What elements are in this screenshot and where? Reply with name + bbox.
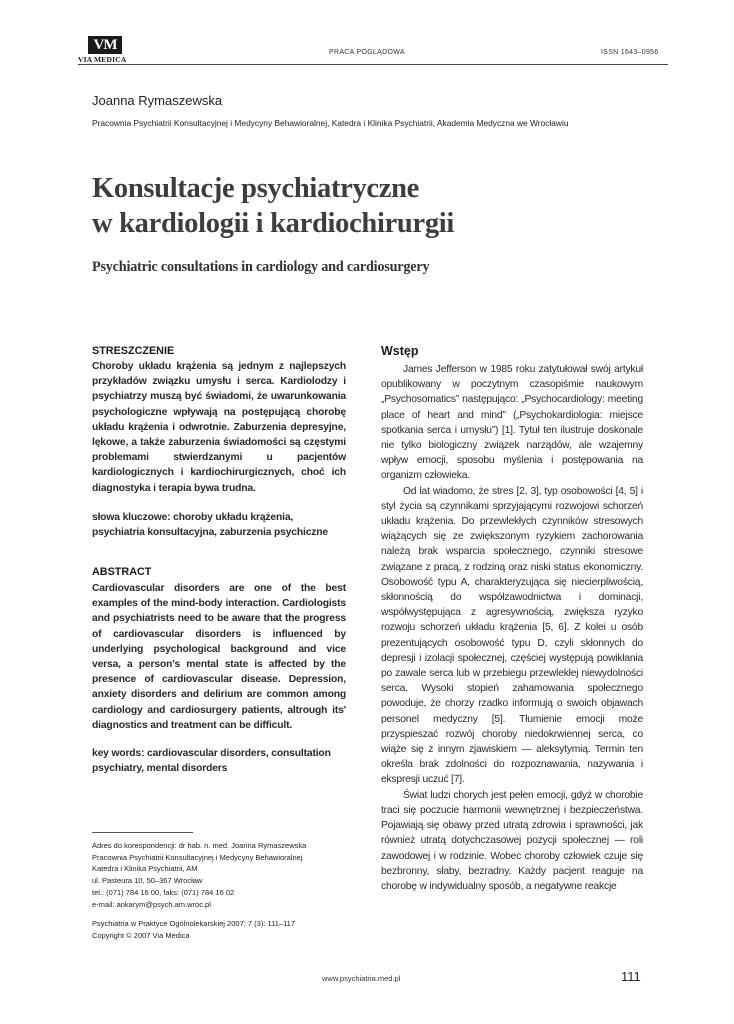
article-subtitle: Psychiatric consultations in cardiology and cardiosurgery — [92, 259, 430, 275]
streszczenie-section — [92, 345, 346, 540]
publisher-logo — [78, 36, 130, 66]
correspondence-line: ul. Pasteura 10, 50–367 Wrocław — [92, 876, 203, 886]
intro-paragraph: Świat ludzi chorych jest pełen emocji, gdyż w chorobie traci się poczucie harmonii wewnętrznej i bezpieczeństwa. Pojawiają się obawy przed utratą zdrowia i sprawności, jak również utratą dotychczasowej pozycji społecznej — roli zawodowej i w rodzinie. Wobec choroby człowiek czuje się bezbronny, słaby, bezradny. Każdy pacjent reaguje na chorobę w indywidualny sposób, a negatywne reakcje — [381, 789, 643, 892]
correspondence-line: Pracownia Psychiatrii Konsultacyjnej i Medycyny Behawioralnej — [92, 852, 303, 862]
logo-mark: VM — [88, 36, 122, 54]
correspondence-line: Katedra i Klinika Psychiatrii, AM — [92, 864, 198, 874]
author-affiliation: Pracownia Psychiatrii Konsultacyjnej i Medycyny Behawioralnej, Katedra i Klinika Psychiatrii, Akademia Medyczna we Wrocławiu — [92, 118, 569, 128]
intro-paragraph: James Jefferson w 1985 roku zatytułował swój artykuł opublikowany w poczytnym czasopiśmie naukowym „Psychosomatics” następująco: „Psychocardiology: meeting place of heart and mind” („Psychokardiologia: miejsce spotkania serca i umysłu”) [1]. Tytuł ten ilustruje doskonale nie tylko biologiczny związek narządów, ale wzajemny wpływ emocji, sposobu myślenia i postępowania na organizm człowieka. — [381, 364, 643, 482]
title-line-1: Konsultacje psychiatryczne — [92, 173, 420, 204]
citation-line: Psychiatria w Praktyce Ogólnolekarskiej 2007; 7 (3): 111–117 — [92, 919, 296, 928]
abstract-heading: ABSTRACT — [92, 566, 152, 578]
abstract-section — [92, 566, 346, 776]
issn: ISSN 1643–0956 — [601, 49, 659, 56]
footnote-rule — [92, 832, 193, 833]
streszczenie-heading: STRESZCZENIE — [92, 345, 175, 357]
header-divider — [78, 64, 668, 65]
abstract-keywords: key words: cardiovascular disorders, consultation psychiatry, mental disorders — [92, 748, 331, 775]
copyright-line: Copyright © 2007 Via Medica — [92, 930, 190, 940]
correspondence-line: tel.: (071) 784 16 00, faks: (071) 784 16 02 — [92, 887, 235, 897]
correspondence-block — [92, 840, 354, 910]
streszczenie-keywords: słowa kluczowe: choroby układu krążenia, psychiatria konsultacyjna, zaburzenia psychiczne — [92, 511, 329, 539]
streszczenie-text: Choroby układu krążenia są jednym z najlepszych przykładów związku umysłu i serca. Kardiolodzy i psychiatrzy muszą być świadomi, że uwarunkowania psychologiczne wpływają na postępującą chorobę układu krążenia i odwrotnie. Zaburzenia depresyjne, lękowe, a także zaburzenia świadomości są częstymi problemami stwierdzanymi u pacjentów kardiologicznych i kardiochirurgicznych, choć ich diagnostyka i terapia bywa trudna. — [92, 361, 346, 494]
article-type: PRACA POGLĄDOWA — [329, 49, 405, 56]
correspondence-line: e-mail: ankarym@psych.am.wroc.pl — [92, 899, 211, 909]
intro-body — [381, 362, 643, 894]
title-line-2: w kardiologii i kardiochirurgii — [92, 208, 455, 239]
citation-block — [92, 918, 354, 941]
page-number: 111 — [621, 969, 641, 984]
article-title — [92, 171, 454, 241]
correspondence-line: Adres do korespondencji: dr hab. n. med. Joanna Rymaszewska — [92, 841, 307, 850]
author-name: Joanna Rymaszewska — [92, 93, 223, 108]
abstract-text: Cardiovascular disorders are one of the best examples of the mind-body interaction. Cardiologists and psychiatrists need to be aware that the progress of cardiovascular disorders is influenced by underlying psychological background and vice versa, a person's mental state is affected by the presence of cardiovascular disease. Depression, anxiety disorders and delirium are common among cardiology and cardiosurgery patients, altrough its' diagnostics and treatment can be difficult. — [92, 583, 346, 731]
footer-url: www.psychiatria.med.pl — [322, 974, 401, 983]
intro-paragraph: Od lat wiadomo, że stres [2, 3], typ osobowości [4, 5] i styl życia są czynnikami sprzyjającymi rozwojowi schorzeń układu krążenia. Do przewlekłych czynników stresowych wiążących się ze zwiększonym ryzykiem zachorowania należą brak wsparcia społecznego, czynniki stresowe związane z pracą, z rodziną oraz niski status ekonomiczny. Osobowość typu A, charakteryzująca się niecierpliwością, skłonnością do współzawodnictwa i dominacji, współwystępująca z agresywnością, zwiększa ryzyko rozwoju schorzeń układu krążenia [5, 6]. Z kolei u osób prezentujących osobowość typu D, czyli skłonnych do depresji i izolacji społecznej, częściej występują powikłania po zawale serca lub w przebiegu przewlekłej niewydolności serca. Wysoki stopień zahamowania społecznego powoduje, że chorzy rzadko informują o swoich objawach personel medyczny [5]. Tłumienie emocji może przyspieszać rozwój choroby niedokrwiennej serca, co wiąże się z innym zjawiskiem — aleksytymią. Termin ten określa brak zdolności do rozpoznawania, nazywania i ekspresji uczuć [7]. — [381, 485, 643, 786]
intro-heading: Wstęp — [381, 344, 419, 358]
logo-text: VIA MEDICA — [78, 55, 127, 64]
